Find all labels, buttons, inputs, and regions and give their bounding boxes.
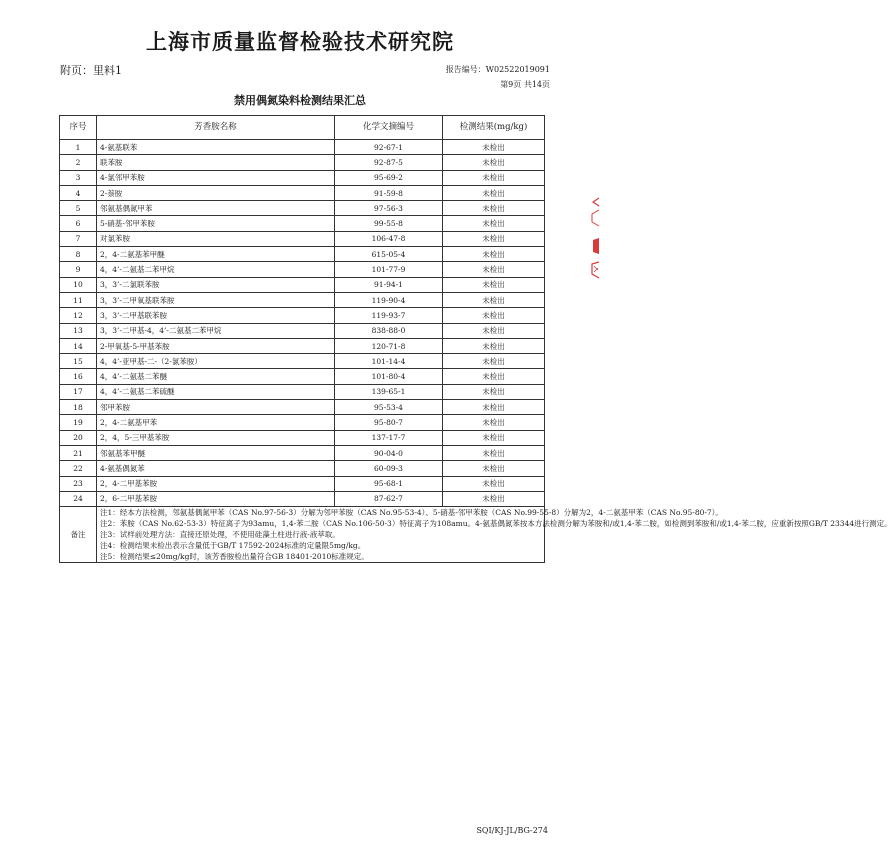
cas-number: 95-68-1 [335,476,443,491]
amine-name: 3，3’-二氯联苯胺 [97,277,335,292]
test-result: 未检出 [443,247,545,262]
note-line: 注1：经本方法检测，邻氨基偶氮甲苯（CAS No.97-56-3）分解为邻甲苯胺（CAS No.95-53-4）、5-硝基-邻甲苯胺（CAS No.99-55-8）分解为2，4-二氨基甲苯（CAS No.95-80-7）。 [100,508,723,518]
table-row [60,140,545,155]
row-number: 23 [60,476,97,491]
column-header-cas: 化学文摘编号 [335,116,443,140]
attachment-label: 附页：里料1 [60,64,122,77]
table-row [60,216,545,231]
institute-title: 上海市质量监督检验技术研究院 [146,29,454,54]
row-number: 17 [60,384,97,399]
notes-label: 备注 [60,507,97,563]
amine-name: 2，4-二氨基甲苯 [97,415,335,430]
seal-stamp-fragment [589,196,600,292]
table-row [60,292,545,307]
test-result: 未检出 [443,338,545,353]
column-header-name: 芳香胺名称 [97,116,335,140]
row-number: 12 [60,308,97,323]
note-line: 注2：苯胺（CAS No.62-53-3）特征离子为93amu，1,4-苯二胺（CAS No.106-50-3）特征离子为108amu。4-氨基偶氮苯按本方法检测分解为苯胺和/或1,4-苯二胺，如检测到苯胺和/或1,4-苯二胺，应重新按照GB/T 23344进行测定。 [100,519,892,529]
amine-name: 4，4’-二氨基二苯醚 [97,369,335,384]
test-result: 未检出 [443,308,545,323]
row-number: 20 [60,430,97,445]
test-result: 未检出 [443,461,545,476]
amine-name: 5-硝基-邻甲苯胺 [97,216,335,231]
cas-number: 99-55-8 [335,216,443,231]
row-number: 5 [60,201,97,216]
cas-number: 120-71-8 [335,338,443,353]
row-number: 13 [60,323,97,338]
cas-number: 101-77-9 [335,262,443,277]
row-number: 6 [60,216,97,231]
cas-number: 139-65-1 [335,384,443,399]
cas-number: 90-04-0 [335,445,443,460]
amine-name: 邻氨基苯甲醚 [97,445,335,460]
test-result: 未检出 [443,430,545,445]
row-number: 11 [60,292,97,307]
table-row [60,491,545,506]
amine-name: 邻氨基偶氮甲苯 [97,201,335,216]
column-header-no: 序号 [60,116,97,140]
table-row [60,155,545,170]
test-result: 未检出 [443,384,545,399]
amine-name: 2，4-二氨基苯甲醚 [97,247,335,262]
row-number: 22 [60,461,97,476]
cas-number: 101-80-4 [335,369,443,384]
table-row [60,201,545,216]
test-result: 未检出 [443,491,545,506]
amine-name: 3，3’-二甲基联苯胺 [97,308,335,323]
row-number: 2 [60,155,97,170]
cas-number: 137-17-7 [335,430,443,445]
amine-name: 2-萘胺 [97,185,335,200]
row-number: 21 [60,445,97,460]
notes-content [97,507,892,563]
test-result: 未检出 [443,262,545,277]
test-result: 未检出 [443,323,545,338]
table-body [60,140,545,507]
cas-number: 97-56-3 [335,201,443,216]
table-row [60,461,545,476]
test-result: 未检出 [443,216,545,231]
table-row [60,170,545,185]
cas-number: 838-88-0 [335,323,443,338]
table-row [60,338,545,353]
test-result: 未检出 [443,369,545,384]
notes-row [60,507,545,563]
test-result: 未检出 [443,185,545,200]
table-header-row [60,116,545,140]
note-line: 注3：试样前处理方法：直接还原处理，不使用硅藻土柱进行液-液萃取。 [100,530,340,540]
amine-name: 2，4-二甲基苯胺 [97,476,335,491]
cas-number: 101-14-4 [335,354,443,369]
row-number: 8 [60,247,97,262]
table-row [60,476,545,491]
cas-number: 91-94-1 [335,277,443,292]
test-result: 未检出 [443,400,545,415]
table-row [60,247,545,262]
test-result: 未检出 [443,201,545,216]
amine-name: 4-氨基联苯 [97,140,335,155]
cas-number: 615-05-4 [335,247,443,262]
cas-number: 92-87-5 [335,155,443,170]
row-number: 16 [60,369,97,384]
row-number: 4 [60,185,97,200]
test-result: 未检出 [443,415,545,430]
table-row [60,400,545,415]
cas-number: 106-47-8 [335,231,443,246]
note-line: 注4：检测结果未检出表示含量低于GB/T 17592-2024标准的定量限5mg/kg。 [100,541,366,551]
table-row [60,262,545,277]
test-result: 未检出 [443,170,545,185]
amine-name: 4，4’-二氨基二苯硫醚 [97,384,335,399]
form-code: SQI/KJ-JL/BG-274 [476,826,548,835]
amine-name: 2，6-二甲基苯胺 [97,491,335,506]
row-number: 9 [60,262,97,277]
cas-number: 95-80-7 [335,415,443,430]
row-number: 7 [60,231,97,246]
table-row [60,354,545,369]
test-result: 未检出 [443,445,545,460]
cas-number: 119-90-4 [335,292,443,307]
amine-name: 2-甲氧基-5-甲基苯胺 [97,338,335,353]
amine-name: 4，4’-二氨基二苯甲烷 [97,262,335,277]
table-row [60,185,545,200]
note-line: 注5：检测结果≤20mg/kg时，该芳香胺检出量符合GB 18401-2010标准规定。 [100,552,369,562]
amine-name: 对氯苯胺 [97,231,335,246]
amine-name: 联苯胺 [97,155,335,170]
test-result: 未检出 [443,354,545,369]
cas-number: 91-59-8 [335,185,443,200]
page-info: 第9页 共14页 [500,80,550,89]
amine-name: 3，3’-二甲基-4，4’-二氨基二苯甲烷 [97,323,335,338]
cas-number: 60-09-3 [335,461,443,476]
row-number: 18 [60,400,97,415]
cas-number: 92-67-1 [335,140,443,155]
row-number: 19 [60,415,97,430]
row-number: 15 [60,354,97,369]
row-number: 14 [60,338,97,353]
cas-number: 87-62-7 [335,491,443,506]
row-number: 3 [60,170,97,185]
table-row [60,369,545,384]
results-table [59,115,892,563]
amine-name: 4，4’-亚甲基-二-（2-氯苯胺） [97,354,335,369]
table-row [60,323,545,338]
test-result: 未检出 [443,292,545,307]
table-row [60,277,545,292]
amine-name: 2，4，5-三甲基苯胺 [97,430,335,445]
cas-number: 95-69-2 [335,170,443,185]
test-result: 未检出 [443,140,545,155]
amine-name: 3，3’-二甲氧基联苯胺 [97,292,335,307]
amine-name: 4-氨基偶氮苯 [97,461,335,476]
amine-name: 4-氯邻甲苯胺 [97,170,335,185]
table-row [60,415,545,430]
amine-name: 邻甲苯胺 [97,400,335,415]
test-result: 未检出 [443,155,545,170]
cas-number: 119-93-7 [335,308,443,323]
table-row [60,445,545,460]
test-result: 未检出 [443,476,545,491]
row-number: 10 [60,277,97,292]
cas-number: 95-53-4 [335,400,443,415]
test-result: 未检出 [443,231,545,246]
row-number: 24 [60,491,97,506]
report-number: 报告编号：W02522019091 [445,65,550,74]
table-row [60,384,545,399]
table-row [60,308,545,323]
test-result: 未检出 [443,277,545,292]
table-row [60,430,545,445]
row-number: 1 [60,140,97,155]
table-subtitle: 禁用偶氮染料检测结果汇总 [234,94,366,107]
table-row [60,231,545,246]
column-header-result: 检测结果(mg/kg) [443,116,545,140]
